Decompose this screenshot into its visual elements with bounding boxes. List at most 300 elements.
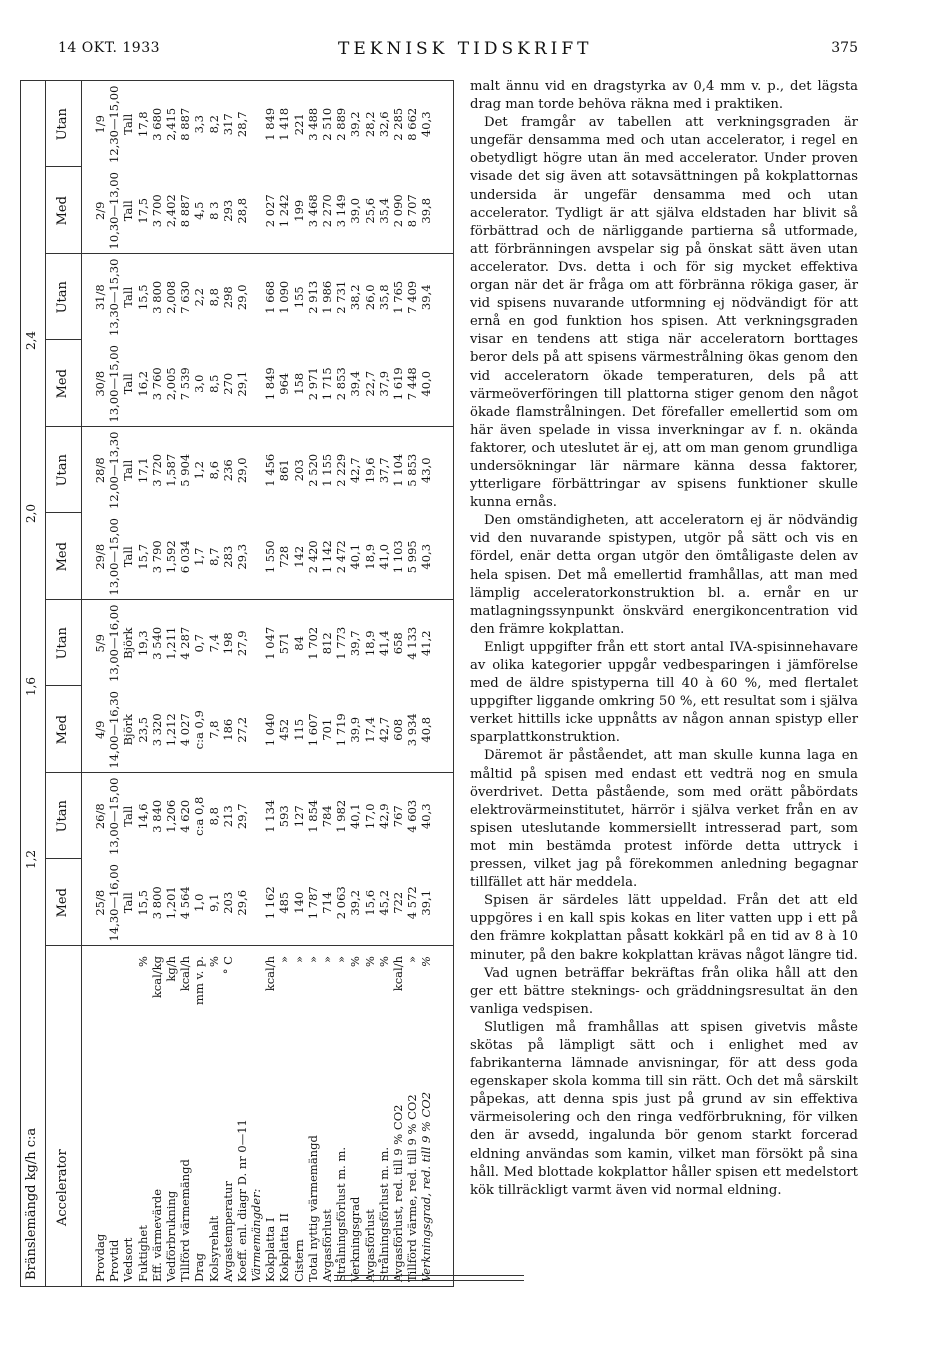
table-cell: 728 <box>277 545 292 568</box>
row-label-text: Tillförd värme, red. till 9 % CO2 <box>405 1094 420 1282</box>
table-cell: 13,00—15,00 <box>107 345 122 423</box>
table-cell: 15,6 <box>362 889 377 916</box>
table-cell: 5/9 <box>93 634 107 653</box>
row-unit: % <box>206 956 221 967</box>
table-cell: 1 142 <box>320 540 334 574</box>
table-cell: 142 <box>291 545 306 568</box>
footer-rule-2 <box>334 1280 524 1281</box>
table-cell: 8,6 <box>206 461 221 480</box>
paragraph: Den omständigheten, att acceleratorn ej är nödvändig vid den nuvarande spistypen, utgör på sätt och vis en fördel, enär detta organ utgör den ömtåligaste delen av hela spisen. Det må emellertid framhållas, att man med lämplig acceleratorkonstruktion bl. a. ernår en ur matlagningssynpunkt önskvärd energikoncentration vid den främre kokplattan. <box>470 513 858 637</box>
table-cell: 571 <box>277 632 292 655</box>
row-unit: mm v. p. <box>192 956 207 1005</box>
table-cell: 28,2 <box>362 111 377 138</box>
table-cell: 19,3 <box>135 630 150 657</box>
table-cell: 1 619 <box>390 367 405 401</box>
table-cell: 1,0 <box>192 893 207 912</box>
table-cell: 452 <box>277 718 292 741</box>
table-cell: 1,206 <box>163 799 178 833</box>
table-cell: 2 913 <box>305 280 320 314</box>
table-cell: 28,8 <box>234 197 249 224</box>
table-cell <box>249 427 263 514</box>
table-cell: 40,0 <box>419 370 434 397</box>
table-cell <box>249 81 263 168</box>
fuel-group-header: 2,0 <box>24 503 38 524</box>
table-cell: 2/9 <box>93 201 107 221</box>
row-label-text: Total nyttig värmemängd <box>305 1135 320 1282</box>
table-cell: 40,1 <box>348 543 363 570</box>
column-divider <box>45 859 81 860</box>
table-cell: 283 <box>220 545 235 568</box>
table-cell: 39,7 <box>348 630 363 657</box>
row-label-text: Drag <box>192 1253 207 1282</box>
row-label-text: Avgastemperatur <box>220 1181 235 1282</box>
row-label <box>249 952 263 1282</box>
table-cell <box>249 860 263 947</box>
paragraph: Enligt uppgifter från ett stort antal IVA-spisinnehavare av olika kategorier uppgår vedbesparingen i jämförelse med de äldre spistyperna till 40 à 60 %, med flertalet uppgifter liggande omkring 50 %, ett resultat som i själva verket hittills icke uppnåtts av någon annan spistyp eller sparplattkonstruktion. <box>470 639 858 746</box>
row-unit: kcal/kg <box>149 956 164 999</box>
article-text <box>470 78 858 1200</box>
table-cell: 2,005 <box>163 367 178 401</box>
table-cell: 2 270 <box>320 194 334 228</box>
table-cell: 784 <box>320 805 334 828</box>
table-cell: 3 468 <box>305 194 320 228</box>
table-cell: 1 773 <box>334 626 349 660</box>
table-cell: 30/8 <box>93 370 107 397</box>
data-column <box>93 254 434 341</box>
paragraph: malt ännu vid en dragstyrka av 0,4 mm v. p., det lägsta drag man torde behöva räkna med i praktiken. <box>470 79 858 113</box>
table-cell: 1 418 <box>277 107 292 141</box>
table-cell: 4 133 <box>405 626 420 660</box>
paragraph: Vad ugnen beträffar bekräftas från olika håll att den ger ett bättre steknings- och gräddningsresultat än den vanliga vedspisen. <box>470 965 858 1017</box>
row-label <box>391 952 405 1282</box>
row-label <box>235 952 249 1282</box>
table-cell: 1 849 <box>263 367 278 401</box>
table-cell: 8,7 <box>206 547 221 566</box>
table-cell: 39,1 <box>419 889 434 916</box>
row-label <box>292 952 306 1282</box>
table-cell: Tall <box>121 546 136 568</box>
table-cell: 714 <box>320 891 334 914</box>
row-unit: kcal/h <box>263 956 278 992</box>
fuel-group-header: 1,6 <box>24 676 38 697</box>
table-cell: Tall <box>121 459 136 481</box>
table-cell: 140 <box>291 891 306 914</box>
table-cell: 1,211 <box>163 626 178 660</box>
data-column <box>93 341 434 428</box>
table-cell: 861 <box>277 459 292 482</box>
table-cell: 2 063 <box>334 886 349 920</box>
table-cell: 1 787 <box>305 886 320 920</box>
row-label <box>121 952 135 1282</box>
accelerator-subheader: Med <box>55 369 70 399</box>
table-cell: 8 707 <box>405 194 420 228</box>
row-label-text: Fuktighet <box>135 1225 150 1282</box>
accelerator-subheader: Med <box>55 715 70 745</box>
table-cell: 7 630 <box>178 280 193 314</box>
table-cell: 1 550 <box>263 540 278 574</box>
table-cell: 2 229 <box>334 453 349 487</box>
row-label <box>419 952 433 1282</box>
table-cell: 186 <box>220 718 235 741</box>
row-label <box>405 952 419 1282</box>
table-cell: 1 090 <box>277 280 292 314</box>
table-cell: 236 <box>220 459 235 482</box>
table-cell: 17,1 <box>135 457 150 484</box>
table-cell: 3 934 <box>405 713 420 747</box>
row-label <box>377 952 391 1282</box>
row-label-text: Kokplatta I <box>263 1217 278 1282</box>
table-cell: 14,30—16,00 <box>107 864 122 942</box>
header-divider <box>45 81 46 1286</box>
table-cell: 9,1 <box>206 893 221 912</box>
table-cell: 1 607 <box>305 713 320 747</box>
table-cell: 25/8 <box>93 889 107 916</box>
table-cell: Tall <box>121 200 136 222</box>
row-label <box>348 952 362 1282</box>
row-label <box>107 952 121 1282</box>
data-column <box>93 600 434 687</box>
column-divider <box>45 513 81 514</box>
table-cell: 1 103 <box>390 540 405 574</box>
row-unit: kg/h <box>163 956 178 982</box>
table-cell: 13,00—15,00 <box>107 518 122 596</box>
row-unit: % <box>419 956 434 967</box>
data-column <box>93 860 434 947</box>
row-label-text: Avgasförlust <box>320 1209 334 1282</box>
table-cell: 1,7 <box>192 547 207 566</box>
table-cell: Tall <box>121 892 136 914</box>
row-label <box>164 952 178 1282</box>
table-cell: 2 731 <box>334 280 349 314</box>
table-cell: 39,2 <box>348 111 363 138</box>
row-unit: % <box>376 956 391 967</box>
table-cell: 37,9 <box>376 370 391 397</box>
row-label <box>334 952 348 1282</box>
table-cell: 1 104 <box>390 453 405 487</box>
table-cell: 203 <box>220 891 235 914</box>
table-cell: 2 971 <box>305 367 320 401</box>
row-unit: » <box>320 956 334 964</box>
row-label-text: Strålningsförlust m. m. <box>334 1146 349 1282</box>
table-cell: 2 853 <box>334 367 349 401</box>
table-cell: 6 034 <box>178 540 193 574</box>
table-cell: 1,212 <box>163 713 178 747</box>
table-cell: 3 800 <box>149 886 164 920</box>
table-cell: 22,7 <box>362 370 377 397</box>
table-cell: 221 <box>291 113 306 136</box>
table-cell: 1 702 <box>305 626 320 660</box>
table-cell: 3 540 <box>149 626 164 660</box>
table-cell: 1,201 <box>163 886 178 920</box>
table-cell: 1 668 <box>263 280 278 314</box>
column-divider <box>45 686 81 687</box>
row-unit: » <box>405 956 420 964</box>
table-cell: 39,9 <box>348 716 363 743</box>
page-number: 375 <box>831 40 858 56</box>
table-cell: 25,6 <box>362 197 377 224</box>
table-cell: 31/8 <box>93 284 107 311</box>
table-cell <box>249 773 263 860</box>
table-cell: 29,6 <box>234 889 249 916</box>
table-cell: 155 <box>291 286 306 309</box>
table-cell: 38,2 <box>348 284 363 311</box>
accelerator-subheader: Utan <box>55 800 70 833</box>
row-label <box>263 952 277 1282</box>
table-cell <box>249 341 263 428</box>
table-cell: 4 572 <box>405 886 420 920</box>
table-cell: 2,008 <box>163 280 178 314</box>
table-cell: 270 <box>220 372 235 395</box>
table-cell: 40,8 <box>419 716 434 743</box>
table-cell: 1,592 <box>163 540 178 574</box>
accelerator-subheader: Med <box>55 196 70 226</box>
table-cell: 12,30—15,00 <box>107 85 122 163</box>
row-unit: % <box>135 956 150 967</box>
row-label-text: Vedförbrukning <box>163 1190 178 1282</box>
table-cell: 1,587 <box>163 453 178 487</box>
table-cell: 198 <box>220 632 235 655</box>
table-cell: 1 134 <box>263 799 278 833</box>
table-cell: Tall <box>121 373 136 395</box>
row-label <box>207 952 221 1282</box>
table-cell: 3 760 <box>149 367 164 401</box>
table-cell: 12,00—13,30 <box>107 431 122 509</box>
row-unit: » <box>291 956 306 964</box>
table-cell: 39,4 <box>419 284 434 311</box>
row-label-text: Provtid <box>107 1239 122 1282</box>
table-cell: 40,3 <box>419 803 434 830</box>
table-cell: 28/8 <box>93 457 107 484</box>
data-column <box>93 168 434 255</box>
table-cell: c:a 0,9 <box>192 710 207 750</box>
table-cell: 701 <box>320 718 334 741</box>
table-cell: 40,3 <box>419 543 434 570</box>
table-cell: 213 <box>220 805 235 828</box>
accelerator-subheader: Utan <box>55 454 70 487</box>
table-cell: 40,1 <box>348 803 363 830</box>
table-cell: 13,30—15,30 <box>107 258 122 336</box>
fuel-group-header: 1,2 <box>24 849 38 870</box>
table-cell: 7 539 <box>178 367 193 401</box>
row-label-text: Strålningsförlust m. m. <box>376 1146 391 1282</box>
table-cell: 115 <box>291 718 306 741</box>
accelerator-subheader: Utan <box>55 627 70 660</box>
table-cell: c:a 0,8 <box>192 796 207 836</box>
table-cell: 722 <box>390 891 405 914</box>
row-label-text: Provdag <box>93 1233 107 1282</box>
table-cell: 1 242 <box>277 194 292 228</box>
table-cell: 1 456 <box>263 453 278 487</box>
table-cell: 3 700 <box>149 194 164 228</box>
fuel-group-header: 2,4 <box>24 330 38 351</box>
table-cell: 1 849 <box>263 107 278 141</box>
table-cell: 13,00—15,00 <box>107 777 122 855</box>
row-label <box>221 952 235 1282</box>
row-label <box>150 952 164 1282</box>
table-cell <box>249 254 263 341</box>
row-unit: » <box>305 956 320 964</box>
table-cell: 4 620 <box>178 799 193 833</box>
table-cell: 8,8 <box>206 807 221 826</box>
table-cell: 42,7 <box>376 716 391 743</box>
table-cell: 1 162 <box>263 886 278 920</box>
row-label <box>192 952 206 1282</box>
table-cell: 2 420 <box>305 540 320 574</box>
table-cell: Björk <box>121 627 136 659</box>
table-cell: 17,8 <box>135 111 150 138</box>
table-cell: 3 720 <box>149 453 164 487</box>
row-label-text: Kokplatta II <box>277 1213 292 1282</box>
table-cell: 2 285 <box>390 107 405 141</box>
accelerator-subheader: Med <box>55 542 70 572</box>
column-divider <box>45 167 81 168</box>
table-cell: 2 090 <box>390 194 405 228</box>
table-cell: 1 047 <box>263 626 278 660</box>
data-column <box>93 687 434 774</box>
rotated-table-body <box>21 81 453 1286</box>
row-unit: % <box>362 956 377 967</box>
test-results-table <box>20 80 454 1287</box>
table-cell: 0,7 <box>192 634 207 653</box>
table-cell: Björk <box>121 714 136 746</box>
table-cell: 4 027 <box>178 713 193 747</box>
table-cell: 3 800 <box>149 280 164 314</box>
accelerator-subheader: Med <box>55 888 70 918</box>
table-cell: 37,7 <box>376 457 391 484</box>
table-cell: 608 <box>390 718 405 741</box>
row-label <box>136 952 150 1282</box>
table-cell: 4 287 <box>178 626 193 660</box>
table-cell: 593 <box>277 805 292 828</box>
column-divider <box>45 340 81 341</box>
table-cell: 42,9 <box>376 803 391 830</box>
table-cell: 23,5 <box>135 716 150 743</box>
row-label-text: Eff. värmevärde <box>149 1188 164 1282</box>
table-cell: 3,3 <box>192 115 207 134</box>
table-cell: 2 510 <box>320 107 334 141</box>
table-cell: 5 904 <box>178 453 193 487</box>
table-cell: 15,7 <box>135 543 150 570</box>
table-cell: 40,3 <box>419 111 434 138</box>
table-cell: 43,0 <box>419 457 434 484</box>
row-unit: % <box>348 956 363 967</box>
table-cell: 29/8 <box>93 543 107 570</box>
table-cell: 32,6 <box>376 111 391 138</box>
table-cell <box>249 514 263 601</box>
table-cell: 2,402 <box>163 194 178 228</box>
table-cell: 8,5 <box>206 374 221 393</box>
table-cell: 3 680 <box>149 107 164 141</box>
row-unit: kcal/h <box>178 956 193 992</box>
table-cell: 35,4 <box>376 197 391 224</box>
table-cell: 4/9 <box>93 720 107 740</box>
table-cell: 39,0 <box>348 197 363 224</box>
row-label-text: Koeff. enl. diagr D. nr 0—11 <box>234 1119 249 1282</box>
table-cell: 127 <box>291 805 306 828</box>
data-column <box>93 427 434 514</box>
journal-title: TEKNISK TIDSKRIFT <box>338 39 593 59</box>
table-cell: 5 853 <box>405 453 420 487</box>
table-cell: 7 448 <box>405 367 420 401</box>
table-cell: 1 040 <box>263 713 278 747</box>
row-label <box>277 952 291 1282</box>
table-cell: 658 <box>390 632 405 655</box>
table-grid <box>21 81 453 1286</box>
table-cell: 2 027 <box>263 194 278 228</box>
table-cell: 1 765 <box>390 280 405 314</box>
row-unit: » <box>277 956 292 964</box>
row-label-text: Verkningsgrad, red. till 9 % CO2 <box>419 1091 434 1282</box>
row-label <box>306 952 320 1282</box>
table-cell: 29,3 <box>234 543 249 570</box>
accelerator-subheader: Utan <box>55 281 70 314</box>
table-cell: 2 889 <box>334 107 349 141</box>
table-cell: 10,30—13,00 <box>107 172 122 250</box>
table-cell: 45,2 <box>376 889 391 916</box>
row-label <box>178 952 192 1282</box>
table-cell: 7,4 <box>206 634 221 653</box>
table-cell: 16,2 <box>135 370 150 397</box>
table-cell: 3 488 <box>305 107 320 141</box>
row-label-text: Cistern <box>291 1239 306 1282</box>
table-cell: 35,8 <box>376 284 391 311</box>
table-cell: 28,7 <box>234 111 249 138</box>
table-cell: 2,415 <box>163 107 178 141</box>
table-cell: 8 887 <box>178 194 193 228</box>
table-cell: 15,5 <box>135 284 150 311</box>
table-cell: 8 887 <box>178 107 193 141</box>
paragraph: Det framgår av tabellen att verkningsgraden är ungefär densamma med och utan accelerator, i regel en obetydligt högre utan än med accelerator. Under proven visade det sig även att sotavsättningen på kokplattornas undersida är ungefär densamma med och utan accelerator. Tydligt är att själva eldstaden har blivit så förbättrad och de närliggande partierna så utformade, att förbränningen avspelar sig på önskat sätt även utan accelerator. Dvs. detta i och för sig mycket effektiva organ när det är fråga om att förbränna rökiga gaser, är vid spisens nuvarande utformning ej nödvändigt för att ernå en god funktion hos spisen. Att verkningsgraden visar en tendens att stiga när acceleratorn borttages beror dels på att spisens värmestrålning ökas genom den vid acceleratorn ökade temperaturen, dels på att värmeöverföringen till plattorna stiger genom den något ökade flamstrålningen. Det förefaller emellertid som om här även spelade in vissa inverkningar av f. n. okända faktorer, och uteslutet är ej, att om man genom grundliga undersökningar lär närmare känna dessa faktorer, ytterligare förbättringar av spisens funktioner skulle kunna ernås. <box>470 115 858 511</box>
table-cell: 29,7 <box>234 803 249 830</box>
table-cell: 767 <box>390 805 405 828</box>
table-cell: 17,5 <box>135 197 150 224</box>
row-label <box>363 952 377 1282</box>
table-cell: Tall <box>121 113 136 135</box>
table-cell: 41,2 <box>419 630 434 657</box>
table-cell: 18,9 <box>362 630 377 657</box>
row-label <box>93 952 107 1282</box>
footer-rule-1 <box>334 1275 524 1276</box>
paragraph: Spisen är särdeles lätt uppeldad. Från det att eld uppgöres i en kall spis kokas en liter vatten upp i ett på den främre kokplattan påsatt kokkärl på en tid av 8 à 10 minuter, på den bakre kokplattan krävas något längre tid. <box>470 893 858 963</box>
table-cell: 1,2 <box>192 461 207 480</box>
table-cell: 4,5 <box>192 201 207 220</box>
table-cell: 15,5 <box>135 889 150 916</box>
table-cell: 18,9 <box>362 543 377 570</box>
accelerator-header: Accelerator <box>55 1149 70 1226</box>
table-cell: 1 155 <box>320 453 334 487</box>
page-header <box>58 40 858 62</box>
table-cell: 27,9 <box>234 630 249 657</box>
row-label-text: Avgasförlust <box>362 1209 377 1282</box>
data-column <box>93 81 434 168</box>
table-cell: 1 719 <box>334 713 349 747</box>
table-cell: 84 <box>291 635 306 651</box>
table-cell: 19,6 <box>362 457 377 484</box>
table-cell: 317 <box>220 113 235 136</box>
row-label-text: Kolsyrehalt <box>206 1215 221 1282</box>
table-cell: 39,2 <box>348 889 363 916</box>
table-cell: 39,8 <box>419 197 434 224</box>
table-cell: 26/8 <box>93 803 107 830</box>
fuel-amount-header: Bränslemängd kg/h c:a <box>24 1127 39 1280</box>
table-cell: 3 840 <box>149 799 164 833</box>
table-cell: 298 <box>220 286 235 309</box>
paragraph: Slutligen må framhållas att spisen givetvis måste skötas på lämpligt sätt och i enlighet med av fabrikanterna lämnade anvisningar, för att dess goda egenskaper skola komma till sin rätt. Och det må särskilt påpekas, att denna spis just på grund av sin effektiva värmeisolering och den ringa vedförbrukning, för vilken den är avsedd, ingalunda bör genom starkt forcerad eldning användas som kamin, vilket man försökt på sina håll. Med blottade kokplattor håller spisen ett medelstort kök tillräckligt varmt även vid normal eldning. <box>470 1019 858 1198</box>
table-cell: 14,6 <box>135 803 150 830</box>
row-unit: ° C <box>220 956 235 975</box>
table-cell: 7,8 <box>206 720 221 739</box>
table-cell: 1 986 <box>320 280 334 314</box>
